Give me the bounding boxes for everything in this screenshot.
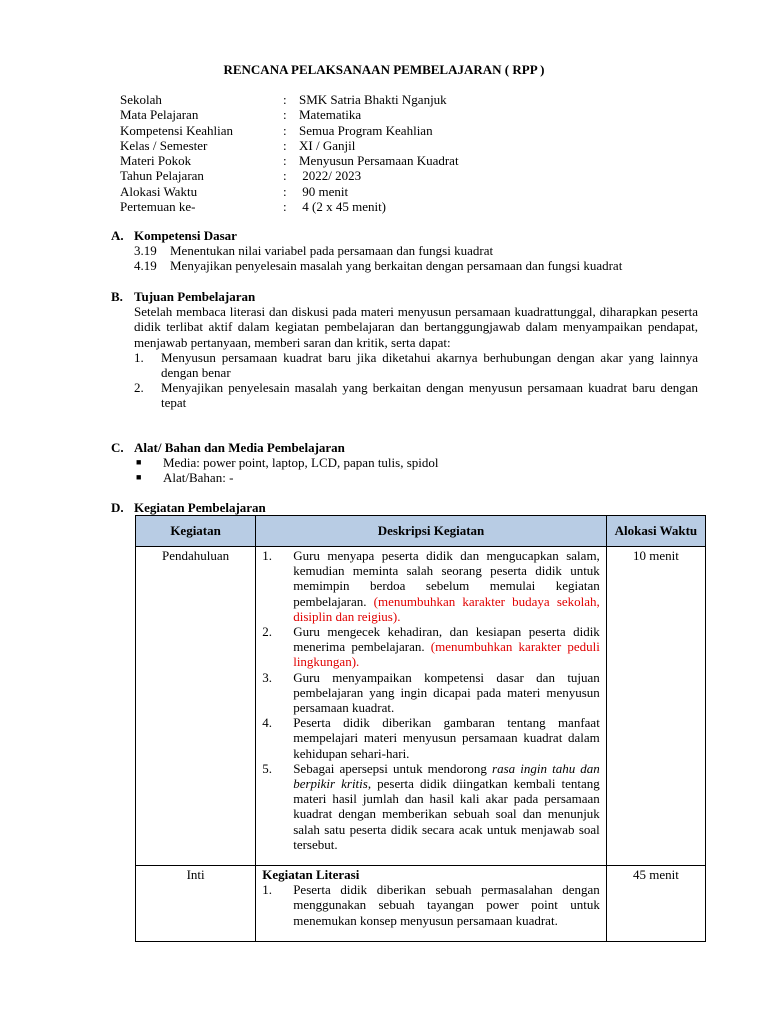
objective-item: [134, 380, 698, 410]
step-number: 1.: [262, 882, 272, 898]
step-main-text: , peserta didik diingatkan kembali tentang materi hasil jumlah dan hasil kali akar pada persamaan kuadrat dengan memberikan sebuah soal dan menunjuk salah satu peserta didik secara acak untuk menjawab soal tersebut.: [293, 776, 600, 852]
identity-row-time: [120, 184, 599, 199]
identity-value: 4 (2 x 45 menit): [299, 199, 387, 215]
section-letter: D.: [111, 500, 124, 515]
identity-label: Materi Pokok: [120, 153, 192, 169]
step-number: 2.: [262, 624, 272, 640]
step-number: 5.: [262, 760, 272, 776]
media-text: Alat/Bahan: -: [163, 470, 234, 486]
objective-text: Menyusun persamaan kuadrat baru jika diketahui akarnya berhubungan dengan akar yang lainnya dengan benar: [161, 349, 698, 381]
identity-colon: :: [283, 153, 287, 169]
media-item: [134, 470, 701, 485]
step-main-text: Guru mengecek kehadiran, dan kesiapan peserta didik menerima pembelajaran.: [293, 624, 600, 655]
activity-description: [256, 547, 607, 866]
header-deskripsi: Deskripsi Kegiatan: [256, 516, 607, 547]
activity-table: [135, 515, 706, 942]
kd-number: 3.19: [134, 243, 157, 259]
step-text: [293, 624, 600, 670]
table-row: [136, 547, 706, 866]
section-body: [134, 243, 701, 273]
identity-colon: :: [283, 92, 287, 107]
step-text: Peserta didik diberikan sebuah permasalahan dengan menggunakan sebuah tayangan power point untuk menemukan konsep menyusun persamaan kuadrat.: [293, 882, 600, 928]
section-heading: [111, 440, 701, 455]
activity-subtitle: Kegiatan Literasi: [262, 867, 360, 883]
media-text: Media: power point, laptop, LCD, papan tulis, spidol: [163, 455, 439, 471]
identity-value: 90 menit: [299, 183, 349, 199]
section-body: [134, 455, 701, 485]
identity-row-meeting: [120, 199, 599, 214]
identity-value: Menyusun Persamaan Kuadrat: [299, 153, 459, 169]
kd-text: Menyajikan penyelesain masalah yang berkaitan dengan persamaan dan fungsi kuadrat: [170, 258, 623, 274]
header-kegiatan: Kegiatan: [136, 516, 256, 547]
kd-text: Menentukan nilai variabel pada persamaan dan fungsi kuadrat: [170, 243, 494, 259]
identity-label: Kelas / Semester: [120, 137, 208, 153]
identity-row-school: [120, 92, 599, 107]
kd-item: [134, 258, 701, 273]
step-text: Guru menyampaikan kompetensi dasar dan tujuan pembelajaran yang ingin dicapai pada materi menyusun persamaan kuadrat.: [293, 669, 600, 716]
document-title: RENCANA PELAKSANAAN PEMBELAJARAN ( RPP ): [223, 62, 545, 77]
section-alat-bahan-media: [111, 440, 701, 486]
identity-label: Tahun Pelajaran: [120, 168, 204, 184]
identity-colon: :: [283, 199, 287, 215]
section-heading: [111, 500, 701, 515]
identity-row-year: [120, 168, 599, 183]
identity-value: SMK Satria Bhakti Nganjuk: [299, 92, 447, 107]
objective-text: Menyajikan penyelesain masalah yang berkaitan dengan menyusun persamaan kuadrat baru dengan tepat: [161, 380, 698, 411]
step-main-text: Guru menyapa peserta didik dan mengucapkan salam, kemudian meminta salah seorang peserta didik untuk memimpin berdoa sebelum memulai kegiatan pembelajaran.: [293, 548, 600, 609]
bullet-icon: ■: [136, 457, 142, 468]
step-number: 3.: [262, 669, 272, 685]
section-title: Tujuan Pembelajaran: [134, 289, 256, 304]
character-note: (menumbuhkan karakter budaya sekolah, disiplin dan reigius).: [293, 593, 600, 624]
activity-step: [262, 624, 600, 670]
objective-number: 2.: [134, 380, 144, 396]
step-text: [293, 548, 600, 624]
section-kegiatan-pembelajaran: [111, 500, 701, 515]
identity-value: XI / Ganjil: [299, 137, 356, 153]
section-tujuan-pembelajaran: [111, 289, 701, 411]
activity-step: [262, 882, 600, 928]
identity-label: Sekolah: [120, 92, 162, 107]
section-title: Kegiatan Pembelajaran: [134, 500, 266, 515]
identity-value: Semua Program Keahlian: [299, 122, 433, 138]
objectives-intro: Setelah membaca literasi dan diskusi pada materi menyusun persamaan kuadrattunggal, diharapkan peserta didik terlibat aktif dalam kegiatan pembelajaran dan bertanggungjawab dalam menyampaikan pendapat, menjawab pertanyaan, memberi saran dan kritik, serta dapat:: [134, 304, 698, 350]
identity-colon: :: [283, 183, 287, 199]
activity-step: [262, 761, 600, 852]
step-text: [293, 761, 600, 852]
identity-block: [120, 92, 599, 214]
activity-step: [262, 670, 600, 716]
kd-item: [134, 243, 701, 258]
activity-phase: Inti: [136, 866, 256, 942]
identity-colon: :: [283, 122, 287, 138]
italic-emphasis: rasa ingin tahu dan berpikir kritis: [293, 760, 600, 792]
identity-colon: :: [283, 168, 287, 184]
section-kompetensi-dasar: [111, 228, 701, 274]
step-text: Peserta didik diberikan gambaran tentang manfaat mempelajari materi menyusun persamaan kuadrat dalam kehidupan sehari-hari.: [293, 715, 600, 761]
step-main-text: Sebagai apersepsi untuk mendorong: [293, 760, 487, 776]
section-body: [134, 304, 698, 410]
identity-label: Mata Pelajaran: [120, 107, 199, 123]
activity-phase: Pendahuluan: [136, 547, 256, 866]
section-letter: B.: [111, 289, 123, 304]
step-number: 1.: [262, 548, 272, 563]
bullet-icon: ■: [136, 472, 142, 483]
activity-step: [262, 548, 600, 624]
identity-colon: :: [283, 107, 287, 123]
section-letter: C.: [111, 440, 124, 455]
identity-row-topic: [120, 153, 599, 168]
activity-duration: 10 menit: [606, 547, 705, 866]
identity-colon: :: [283, 137, 287, 153]
identity-value: Matematika: [299, 107, 362, 123]
identity-row-competency: [120, 123, 599, 138]
character-note: (menumbuhkan karakter peduli lingkungan).: [293, 639, 600, 670]
section-heading: [111, 228, 701, 243]
table-header-row: [136, 516, 706, 547]
identity-label: Pertemuan ke-: [120, 199, 196, 215]
activity-description: [256, 866, 607, 942]
section-heading: [111, 289, 701, 304]
activity-duration: 45 menit: [606, 866, 705, 942]
identity-row-class: [120, 138, 599, 153]
identity-label: Kompetensi Keahlian: [120, 122, 233, 138]
kd-number: 4.19: [134, 258, 157, 274]
activity-step: [262, 715, 600, 761]
section-title: Kompetensi Dasar: [134, 228, 237, 243]
table-row: [136, 866, 706, 942]
section-letter: A.: [111, 228, 124, 243]
step-number: 4.: [262, 715, 272, 731]
objective-number: 1.: [134, 349, 144, 365]
media-item: [134, 455, 701, 470]
section-title: Alat/ Bahan dan Media Pembelajaran: [134, 440, 345, 455]
header-alokasi: Alokasi Waktu: [606, 516, 705, 547]
identity-value: 2022/ 2023: [299, 168, 362, 184]
identity-row-subject: [120, 107, 599, 122]
identity-label: Alokasi Waktu: [120, 183, 198, 199]
objective-item: [134, 350, 698, 380]
